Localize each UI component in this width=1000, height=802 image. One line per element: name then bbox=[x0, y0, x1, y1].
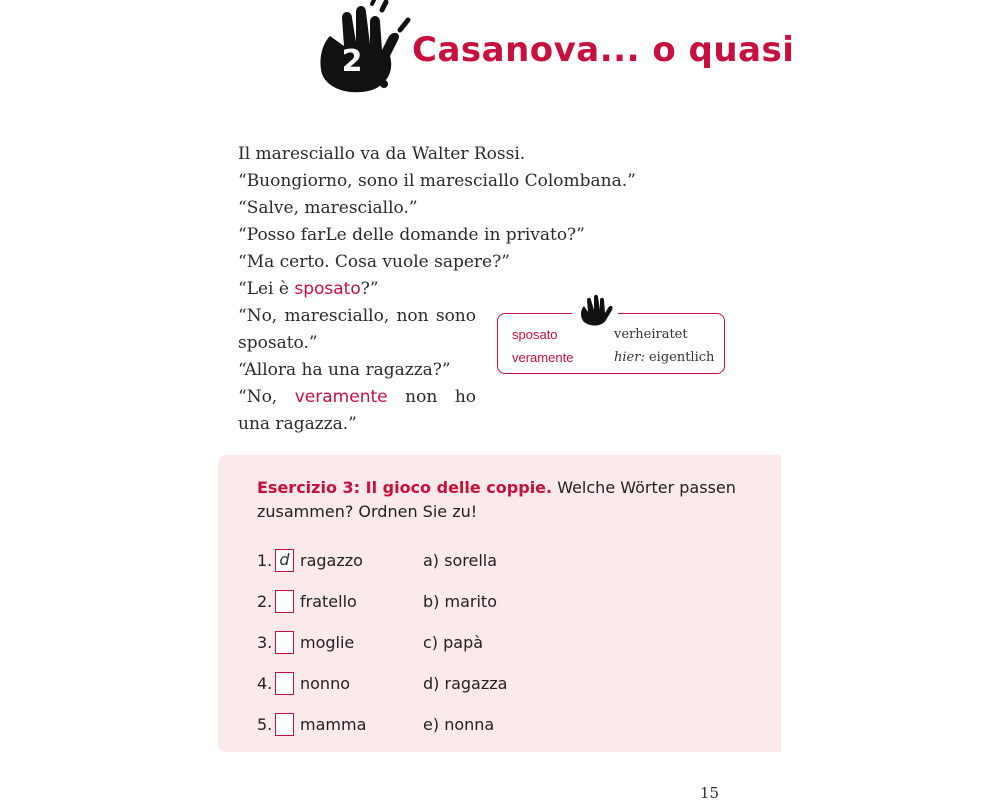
gloss-term-veramente: veramente bbox=[294, 387, 388, 407]
vocab-note: hier: bbox=[614, 350, 645, 365]
chapter-title: Casanova... o quasi bbox=[412, 30, 795, 70]
exercise-title: Esercizio 3: Il gioco delle coppie. bbox=[257, 478, 553, 497]
vocab-term: sposato bbox=[512, 327, 558, 342]
row-number: 5. bbox=[257, 715, 273, 734]
exercise-word: moglie bbox=[300, 633, 355, 652]
row-number: 4. bbox=[257, 674, 273, 693]
chapter-header bbox=[312, 0, 795, 100]
row-number: 3. bbox=[257, 633, 273, 652]
match-word: papà bbox=[443, 633, 484, 652]
answer-box[interactable]: d bbox=[275, 549, 294, 572]
exercise-heading bbox=[257, 476, 757, 524]
story-line bbox=[238, 384, 476, 438]
match-option bbox=[423, 633, 483, 652]
match-letter: a) bbox=[423, 551, 440, 570]
exercise-instruction: Welche Wörter passen zusammen? Ordnen Sie zu! bbox=[257, 478, 736, 521]
vocab-translation: verheiratet bbox=[614, 327, 688, 342]
vocab-translation-text: eigentlich bbox=[648, 350, 715, 365]
match-word: nonna bbox=[444, 715, 495, 734]
answer-box[interactable] bbox=[275, 713, 294, 736]
story-line bbox=[238, 276, 758, 303]
chapter-number: 2 bbox=[341, 44, 363, 79]
exercise-word: mamma bbox=[300, 715, 367, 734]
answer-box[interactable] bbox=[275, 590, 294, 613]
page-number: 15 bbox=[700, 784, 720, 802]
story-text-fragment: ?” bbox=[360, 279, 379, 299]
vocab-translation bbox=[614, 350, 714, 365]
story-line: “Ma certo. Cosa vuole sapere?” bbox=[238, 252, 510, 272]
match-letter: c) bbox=[423, 633, 439, 652]
exercise-word: ragazzo bbox=[300, 551, 363, 570]
story-text-fragment: “Lei è bbox=[238, 279, 295, 299]
story-text-fragment: “No, bbox=[238, 387, 295, 407]
exercise-panel bbox=[218, 455, 781, 752]
match-letter: b) bbox=[423, 592, 440, 611]
exercise-word: fratello bbox=[300, 592, 357, 611]
match-letter: d) bbox=[423, 674, 440, 693]
story-line: “No, maresciallo, non sono sposato.” bbox=[238, 306, 476, 353]
match-option bbox=[423, 715, 494, 734]
match-letter: e) bbox=[423, 715, 440, 734]
row-number: 2. bbox=[257, 592, 273, 611]
story-line: “Posso farLe delle domande in privato?” bbox=[238, 225, 585, 245]
vocab-term: veramente bbox=[512, 350, 574, 365]
story-line: Il maresciallo va da Walter Rossi. bbox=[238, 144, 526, 164]
story-text bbox=[238, 141, 758, 438]
story-line: “Allora ha una ragazza?” bbox=[238, 360, 451, 380]
match-word: marito bbox=[444, 592, 497, 611]
story-text-fragment: non ho una ragazza.” bbox=[238, 387, 477, 434]
match-option bbox=[423, 592, 497, 611]
story-line: “Salve, maresciallo.” bbox=[238, 198, 418, 218]
match-option bbox=[423, 551, 497, 570]
answer-box[interactable] bbox=[275, 631, 294, 654]
match-word: ragazza bbox=[444, 674, 508, 693]
gloss-term-sposato: sposato bbox=[294, 279, 361, 299]
handprint-icon bbox=[572, 292, 618, 328]
row-number: 1. bbox=[257, 551, 273, 570]
exercise-word: nonno bbox=[300, 674, 350, 693]
match-word: sorella bbox=[444, 551, 498, 570]
answer-box[interactable] bbox=[275, 672, 294, 695]
vocabulary-box bbox=[497, 313, 725, 374]
story-line: “Buongiorno, sono il maresciallo Colombana.” bbox=[238, 171, 636, 191]
match-option bbox=[423, 674, 507, 693]
